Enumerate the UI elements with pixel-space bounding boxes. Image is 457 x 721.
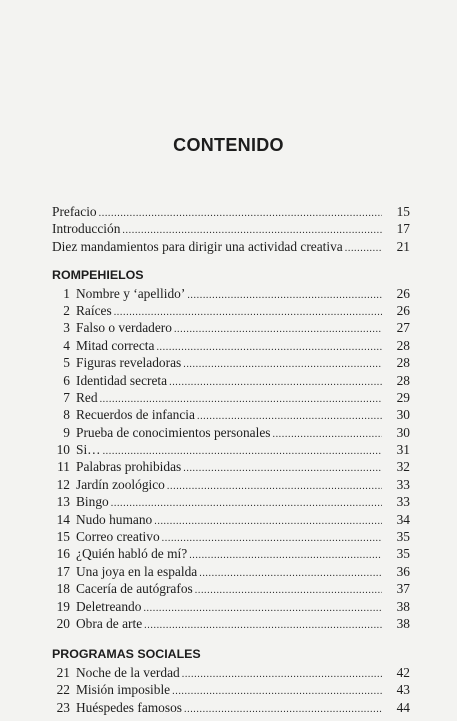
toc-entry (52, 528, 410, 545)
toc-entry (52, 337, 410, 354)
toc-entry (52, 545, 410, 562)
entry-title: Cacería de autógrafos (76, 581, 193, 597)
entry-page-number: 44 (396, 699, 410, 715)
toc-entry (52, 406, 410, 423)
entry-number: 7 (63, 389, 70, 405)
toc-entry (52, 580, 410, 597)
toc-entry (52, 681, 410, 698)
entry-page-number: 43 (396, 682, 410, 698)
dot-leader (144, 617, 382, 634)
entry-title: Red (76, 389, 98, 405)
entry-page-number: 38 (396, 615, 410, 631)
toc-entry (52, 615, 410, 632)
entry-number: 21 (56, 664, 70, 680)
toc-entry (52, 699, 410, 716)
entry-title: Nombre y ‘apellido’ (76, 285, 186, 301)
entry-number: 23 (56, 699, 70, 715)
entry-page-number: 27 (396, 320, 410, 336)
dot-leader (184, 701, 382, 718)
entry-number: 5 (63, 355, 70, 371)
entry-number: 20 (56, 615, 70, 631)
toc-entry (52, 389, 410, 406)
toc-entry (52, 563, 410, 580)
entry-title: Bingo (76, 494, 109, 510)
entry-page-number: 42 (396, 664, 410, 680)
entry-title: Figuras reveladoras (76, 355, 182, 371)
entry-number: 15 (56, 529, 70, 545)
entry-number: 10 (56, 442, 70, 458)
entry-title: Raíces (76, 302, 112, 318)
entry-number: 12 (56, 476, 70, 492)
entry-number: 13 (56, 494, 70, 510)
section-heading: PROGRAMAS SOCIALES (52, 647, 201, 662)
page-title: CONTENIDO (173, 135, 284, 155)
entry-title: Si… (76, 442, 101, 458)
entry-page-number: 31 (396, 442, 410, 458)
entry-number: 22 (56, 682, 70, 698)
entry-title: Correo creativo (76, 529, 160, 545)
toc-entry (52, 220, 410, 237)
entry-page-number: 28 (396, 337, 410, 353)
entry-title: Identidad secreta (76, 372, 168, 388)
toc-entry (52, 285, 410, 302)
entry-number: 17 (56, 563, 70, 579)
entry-page-number: 33 (396, 476, 410, 492)
entry-page-number: 21 (396, 238, 410, 254)
entry-title: Noche de la verdad (76, 664, 180, 680)
entry-page-number: 26 (396, 302, 410, 318)
toc-entry (52, 458, 410, 475)
entry-number: 11 (57, 459, 70, 475)
entry-title: Mitad correcta (76, 337, 155, 353)
entry-page-number: 15 (396, 204, 410, 219)
entry-page-number: 28 (396, 355, 410, 371)
entry-number: 8 (63, 407, 70, 423)
entry-page-number: 26 (396, 285, 410, 301)
entry-number: 2 (63, 302, 70, 318)
toc-entry (52, 354, 410, 371)
entry-number: 1 (63, 285, 70, 301)
entry-number: 6 (63, 372, 70, 388)
section-spacer (52, 632, 410, 646)
toc-entry (52, 598, 410, 615)
entry-title: Jardín zoológico (76, 476, 165, 492)
entry-page-number: 28 (396, 372, 410, 388)
entry-title: Deletreando (76, 598, 142, 614)
entry-page-number: 30 (396, 424, 410, 440)
entry-title: Prueba de conocimientos personales (76, 424, 271, 440)
entry-page-number: 32 (396, 459, 410, 475)
entry-number: 3 (63, 320, 70, 336)
entry-title: Prefacio (52, 204, 97, 219)
entry-title: Nudo humano (76, 511, 153, 527)
entry-title: Misión imposible (76, 682, 171, 698)
toc-entry (52, 493, 410, 510)
toc-entry (52, 441, 410, 458)
entry-page-number: 17 (396, 221, 410, 237)
toc-entry (52, 424, 410, 441)
entry-page-number: 34 (396, 511, 410, 527)
entry-page-number: 38 (396, 598, 410, 614)
entry-page-number: 35 (396, 546, 410, 562)
table-of-contents (52, 203, 410, 716)
entry-title: Recuerdos de infancia (76, 407, 195, 423)
toc-entry (52, 302, 410, 319)
entry-title: Huéspedes famosos (76, 699, 182, 715)
toc-entry (52, 511, 410, 528)
section-heading: ROMPEHIELOS (52, 268, 144, 283)
toc-entry (52, 372, 410, 389)
entry-page-number: 37 (396, 581, 410, 597)
entry-page-number: 35 (396, 529, 410, 545)
dot-leader (345, 240, 382, 257)
toc-entry (52, 476, 410, 493)
entry-number: 9 (63, 424, 70, 440)
entry-title: Introducción (52, 221, 121, 237)
entry-page-number: 36 (396, 563, 410, 579)
entry-title: ¿Quién habló de mí? (76, 546, 188, 562)
toc-entry (52, 238, 410, 255)
toc-entry (52, 319, 410, 336)
toc-entry (52, 203, 410, 220)
entry-number: 14 (56, 511, 70, 527)
entry-title: Diez mandamientos para dirigir una actividad creativa (52, 238, 343, 254)
entry-title: Falso o verdadero (76, 320, 172, 336)
entry-number: 16 (56, 546, 70, 562)
entry-title: Palabras prohibidas (76, 459, 182, 475)
entry-number: 4 (63, 337, 70, 353)
entry-title: Una joya en la espalda (76, 563, 198, 579)
entry-number: 18 (56, 581, 70, 597)
entry-title: Obra de arte (76, 615, 143, 631)
entry-page-number: 29 (396, 389, 410, 405)
entry-page-number: 33 (396, 494, 410, 510)
entry-page-number: 30 (396, 407, 410, 423)
entry-number: 19 (56, 598, 70, 614)
toc-entry (52, 664, 410, 681)
